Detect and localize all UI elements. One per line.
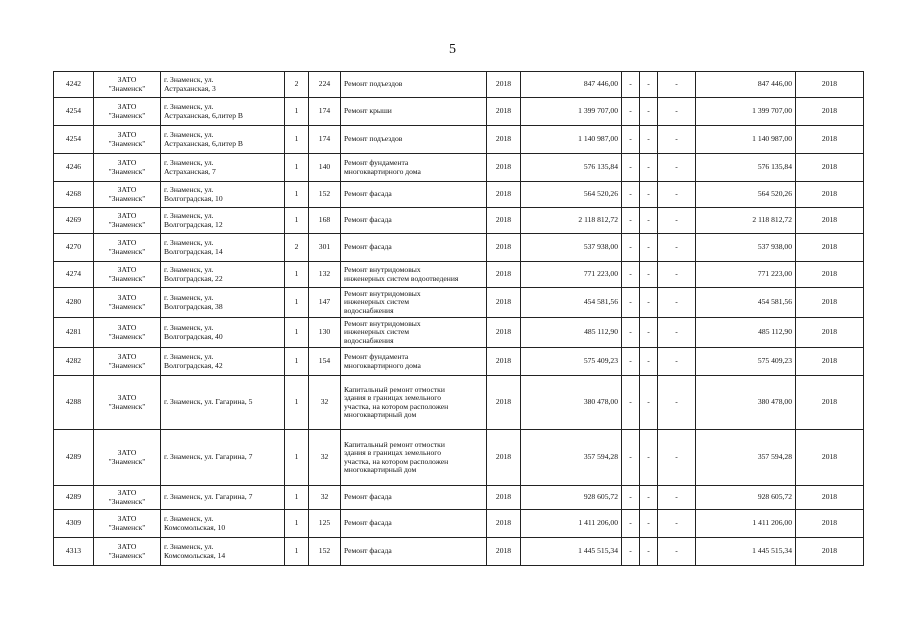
table-row: [54, 510, 864, 538]
area-cell: 154: [309, 348, 341, 376]
registry-body: [54, 72, 864, 566]
area-cell: 32: [309, 376, 341, 430]
municipality-cell: ЗАТО "Знаменск": [94, 318, 161, 348]
municipality-cell: ЗАТО "Знаменск": [94, 154, 161, 182]
area-cell: 32: [309, 486, 341, 510]
cost-cell: 928 605,72: [521, 486, 622, 510]
dash-cell: -: [622, 430, 640, 486]
work-type-cell: Ремонт фасада: [341, 208, 487, 234]
address-cell: г. Знаменск, ул. Волгоградская, 42: [161, 348, 285, 376]
table-row: [54, 376, 864, 430]
row-id: 4280: [54, 288, 94, 318]
table-row: [54, 538, 864, 566]
area-cell: 301: [309, 234, 341, 262]
municipality-cell: ЗАТО "Знаменск": [94, 262, 161, 288]
dash-cell: -: [658, 430, 696, 486]
dash-cell: -: [640, 376, 658, 430]
municipality-cell: ЗАТО "Знаменск": [94, 486, 161, 510]
work-type-cell: Ремонт подъездов: [341, 126, 487, 154]
row-id: 4288: [54, 376, 94, 430]
dash-cell: -: [622, 98, 640, 126]
dash-cell: -: [658, 262, 696, 288]
floors-cell: 1: [285, 208, 309, 234]
repair-registry-table: [53, 71, 864, 566]
work-type-cell: Ремонт фундамента многоквартирного дома: [341, 154, 487, 182]
table-row: [54, 72, 864, 98]
row-id: 4309: [54, 510, 94, 538]
dash-cell: -: [658, 288, 696, 318]
area-cell: 168: [309, 208, 341, 234]
work-type-cell: Капитальный ремонт отмостки здания в границах земельного участка, на котором расположен многоквартирный дом: [341, 430, 487, 486]
year-cell: 2018: [487, 262, 521, 288]
year-cell: 2018: [487, 154, 521, 182]
table-row: [54, 288, 864, 318]
work-type-cell: Ремонт внутридомовых инженерных систем водоотведения: [341, 262, 487, 288]
dash-cell: -: [658, 510, 696, 538]
address-cell: г. Знаменск, ул. Волгоградская, 38: [161, 288, 285, 318]
cost-cell: 1 411 206,00: [521, 510, 622, 538]
year-end-cell: 2018: [796, 208, 864, 234]
cost-cell: 454 581,56: [521, 288, 622, 318]
year-end-cell: 2018: [796, 234, 864, 262]
row-id: 4274: [54, 262, 94, 288]
year-cell: 2018: [487, 318, 521, 348]
year-end-cell: 2018: [796, 288, 864, 318]
total-cell: 2 118 812,72: [696, 208, 796, 234]
municipality-cell: ЗАТО "Знаменск": [94, 182, 161, 208]
address-cell: г. Знаменск, ул. Гагарина, 7: [161, 486, 285, 510]
year-end-cell: 2018: [796, 430, 864, 486]
total-cell: 454 581,56: [696, 288, 796, 318]
cost-cell: 771 223,00: [521, 262, 622, 288]
table-row: [54, 182, 864, 208]
year-cell: 2018: [487, 288, 521, 318]
page-number: 5: [449, 42, 456, 57]
year-cell: 2018: [487, 182, 521, 208]
floors-cell: 1: [285, 182, 309, 208]
total-cell: 380 478,00: [696, 376, 796, 430]
year-cell: 2018: [487, 376, 521, 430]
municipality-cell: ЗАТО "Знаменск": [94, 288, 161, 318]
dash-cell: -: [622, 510, 640, 538]
dash-cell: -: [640, 126, 658, 154]
dash-cell: -: [658, 98, 696, 126]
area-cell: 125: [309, 510, 341, 538]
floors-cell: 1: [285, 288, 309, 318]
floors-cell: 1: [285, 486, 309, 510]
year-cell: 2018: [487, 538, 521, 566]
work-type-cell: Ремонт подъездов: [341, 72, 487, 98]
floors-cell: 1: [285, 538, 309, 566]
cost-cell: 2 118 812,72: [521, 208, 622, 234]
table-row: [54, 348, 864, 376]
year-end-cell: 2018: [796, 262, 864, 288]
row-id: 4268: [54, 182, 94, 208]
cost-cell: 537 938,00: [521, 234, 622, 262]
dash-cell: -: [640, 208, 658, 234]
row-id: 4313: [54, 538, 94, 566]
work-type-cell: Ремонт внутридомовых инженерных систем водоснабжения: [341, 318, 487, 348]
work-type-cell: Ремонт фундамента многоквартирного дома: [341, 348, 487, 376]
area-cell: 32: [309, 430, 341, 486]
cost-cell: 575 409,23: [521, 348, 622, 376]
year-cell: 2018: [487, 98, 521, 126]
year-end-cell: 2018: [796, 126, 864, 154]
year-cell: 2018: [487, 126, 521, 154]
municipality-cell: ЗАТО "Знаменск": [94, 126, 161, 154]
table-row: [54, 154, 864, 182]
dash-cell: -: [622, 154, 640, 182]
dash-cell: -: [622, 262, 640, 288]
table-row: [54, 486, 864, 510]
dash-cell: -: [658, 182, 696, 208]
municipality-cell: ЗАТО "Знаменск": [94, 348, 161, 376]
dash-cell: -: [658, 486, 696, 510]
year-end-cell: 2018: [796, 510, 864, 538]
floors-cell: 1: [285, 318, 309, 348]
cost-cell: 1 140 987,00: [521, 126, 622, 154]
row-id: 4282: [54, 348, 94, 376]
cost-cell: 485 112,90: [521, 318, 622, 348]
address-cell: г. Знаменск, ул. Астраханская, 3: [161, 72, 285, 98]
area-cell: 147: [309, 288, 341, 318]
dash-cell: -: [622, 486, 640, 510]
year-cell: 2018: [487, 510, 521, 538]
table-row: [54, 262, 864, 288]
floors-cell: 2: [285, 234, 309, 262]
total-cell: 485 112,90: [696, 318, 796, 348]
address-cell: г. Знаменск, ул. Астраханская, 6,литер В: [161, 126, 285, 154]
work-type-cell: Ремонт фасада: [341, 510, 487, 538]
table-row: [54, 234, 864, 262]
dash-cell: -: [658, 154, 696, 182]
address-cell: г. Знаменск, ул. Комсомольская, 14: [161, 538, 285, 566]
area-cell: 132: [309, 262, 341, 288]
dash-cell: -: [640, 538, 658, 566]
dash-cell: -: [640, 234, 658, 262]
work-type-cell: Ремонт крыши: [341, 98, 487, 126]
dash-cell: -: [622, 182, 640, 208]
address-cell: г. Знаменск, ул. Волгоградская, 40: [161, 318, 285, 348]
floors-cell: 1: [285, 262, 309, 288]
dash-cell: -: [622, 208, 640, 234]
floors-cell: 1: [285, 126, 309, 154]
work-type-cell: Ремонт фасада: [341, 486, 487, 510]
cost-cell: 576 135,84: [521, 154, 622, 182]
total-cell: 575 409,23: [696, 348, 796, 376]
dash-cell: -: [640, 72, 658, 98]
year-end-cell: 2018: [796, 538, 864, 566]
dash-cell: -: [658, 234, 696, 262]
dash-cell: -: [622, 234, 640, 262]
area-cell: 174: [309, 126, 341, 154]
address-cell: г. Знаменск, ул. Волгоградская, 12: [161, 208, 285, 234]
dash-cell: -: [622, 72, 640, 98]
municipality-cell: ЗАТО "Знаменск": [94, 208, 161, 234]
total-cell: 847 446,00: [696, 72, 796, 98]
dash-cell: -: [658, 126, 696, 154]
year-end-cell: 2018: [796, 348, 864, 376]
cost-cell: 1 445 515,34: [521, 538, 622, 566]
dash-cell: -: [640, 486, 658, 510]
dash-cell: -: [658, 208, 696, 234]
dash-cell: -: [658, 538, 696, 566]
dash-cell: -: [622, 288, 640, 318]
year-end-cell: 2018: [796, 376, 864, 430]
total-cell: 1 411 206,00: [696, 510, 796, 538]
work-type-cell: Ремонт фасада: [341, 538, 487, 566]
floors-cell: 1: [285, 348, 309, 376]
total-cell: 537 938,00: [696, 234, 796, 262]
table-row: [54, 126, 864, 154]
row-id: 4281: [54, 318, 94, 348]
row-id: 4246: [54, 154, 94, 182]
dash-cell: -: [658, 72, 696, 98]
dash-cell: -: [640, 318, 658, 348]
total-cell: 564 520,26: [696, 182, 796, 208]
dash-cell: -: [658, 376, 696, 430]
row-id: 4289: [54, 486, 94, 510]
floors-cell: 1: [285, 376, 309, 430]
municipality-cell: ЗАТО "Знаменск": [94, 98, 161, 126]
row-id: 4242: [54, 72, 94, 98]
total-cell: 357 594,28: [696, 430, 796, 486]
address-cell: г. Знаменск, ул. Комсомольская, 10: [161, 510, 285, 538]
row-id: 4270: [54, 234, 94, 262]
year-end-cell: 2018: [796, 154, 864, 182]
dash-cell: -: [622, 348, 640, 376]
year-end-cell: 2018: [796, 486, 864, 510]
work-type-cell: Ремонт внутридомовых инженерных систем водоснабжения: [341, 288, 487, 318]
year-end-cell: 2018: [796, 318, 864, 348]
area-cell: 152: [309, 182, 341, 208]
dash-cell: -: [640, 430, 658, 486]
municipality-cell: ЗАТО "Знаменск": [94, 72, 161, 98]
dash-cell: -: [640, 510, 658, 538]
municipality-cell: ЗАТО "Знаменск": [94, 538, 161, 566]
year-end-cell: 2018: [796, 72, 864, 98]
cost-cell: 1 399 707,00: [521, 98, 622, 126]
address-cell: г. Знаменск, ул. Волгоградская, 14: [161, 234, 285, 262]
work-type-cell: Капитальный ремонт отмостки здания в границах земельного участка, на котором расположен многоквартирный дом: [341, 376, 487, 430]
area-cell: 140: [309, 154, 341, 182]
floors-cell: 2: [285, 72, 309, 98]
total-cell: 1 445 515,34: [696, 538, 796, 566]
total-cell: 1 140 987,00: [696, 126, 796, 154]
year-cell: 2018: [487, 348, 521, 376]
table-row: [54, 318, 864, 348]
total-cell: 771 223,00: [696, 262, 796, 288]
address-cell: г. Знаменск, ул. Волгоградская, 22: [161, 262, 285, 288]
dash-cell: -: [622, 538, 640, 566]
dash-cell: -: [640, 348, 658, 376]
address-cell: г. Знаменск, ул. Астраханская, 6,литер В: [161, 98, 285, 126]
table-row: [54, 430, 864, 486]
work-type-cell: Ремонт фасада: [341, 182, 487, 208]
municipality-cell: ЗАТО "Знаменск": [94, 376, 161, 430]
floors-cell: 1: [285, 430, 309, 486]
table-row: [54, 98, 864, 126]
year-end-cell: 2018: [796, 98, 864, 126]
total-cell: 1 399 707,00: [696, 98, 796, 126]
cost-cell: 380 478,00: [521, 376, 622, 430]
municipality-cell: ЗАТО "Знаменск": [94, 510, 161, 538]
cost-cell: 564 520,26: [521, 182, 622, 208]
area-cell: 224: [309, 72, 341, 98]
dash-cell: -: [640, 288, 658, 318]
year-cell: 2018: [487, 486, 521, 510]
year-cell: 2018: [487, 234, 521, 262]
address-cell: г. Знаменск, ул. Гагарина, 5: [161, 376, 285, 430]
year-cell: 2018: [487, 72, 521, 98]
municipality-cell: ЗАТО "Знаменск": [94, 234, 161, 262]
floors-cell: 1: [285, 98, 309, 126]
address-cell: г. Знаменск, ул. Волгоградская, 10: [161, 182, 285, 208]
cost-cell: 847 446,00: [521, 72, 622, 98]
address-cell: г. Знаменск, ул. Астраханская, 7: [161, 154, 285, 182]
work-type-cell: Ремонт фасада: [341, 234, 487, 262]
area-cell: 130: [309, 318, 341, 348]
row-id: 4269: [54, 208, 94, 234]
year-cell: 2018: [487, 208, 521, 234]
area-cell: 174: [309, 98, 341, 126]
row-id: 4254: [54, 126, 94, 154]
dash-cell: -: [622, 318, 640, 348]
floors-cell: 1: [285, 154, 309, 182]
dash-cell: -: [640, 262, 658, 288]
table-row: [54, 208, 864, 234]
dash-cell: -: [640, 154, 658, 182]
address-cell: г. Знаменск, ул. Гагарина, 7: [161, 430, 285, 486]
total-cell: 928 605,72: [696, 486, 796, 510]
area-cell: 152: [309, 538, 341, 566]
row-id: 4289: [54, 430, 94, 486]
year-cell: 2018: [487, 430, 521, 486]
dash-cell: -: [658, 348, 696, 376]
floors-cell: 1: [285, 510, 309, 538]
dash-cell: -: [622, 126, 640, 154]
dash-cell: -: [658, 318, 696, 348]
year-end-cell: 2018: [796, 182, 864, 208]
cost-cell: 357 594,28: [521, 430, 622, 486]
dash-cell: -: [622, 376, 640, 430]
dash-cell: -: [640, 182, 658, 208]
row-id: 4254: [54, 98, 94, 126]
municipality-cell: ЗАТО "Знаменск": [94, 430, 161, 486]
total-cell: 576 135,84: [696, 154, 796, 182]
dash-cell: -: [640, 98, 658, 126]
